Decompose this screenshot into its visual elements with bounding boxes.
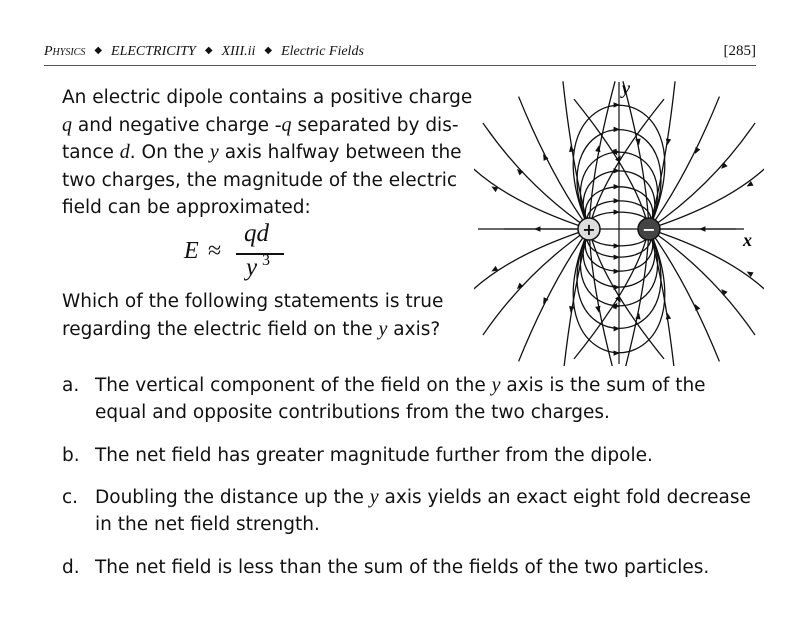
- text-run: axis yields an exact eight fold decrease: [378, 487, 751, 508]
- math-variable: y: [491, 374, 501, 396]
- text-run: The vertical component of the field on the: [95, 375, 492, 396]
- text-run: Which of the following statements is true: [62, 291, 444, 312]
- breadcrumb-subject: Physics: [44, 44, 86, 59]
- text-line: [95, 554, 755, 581]
- page-number: [285]: [723, 43, 756, 59]
- field-line: [649, 154, 764, 229]
- running-header: [44, 40, 756, 62]
- text-run: separated by dis-: [291, 114, 459, 136]
- option-text: [95, 484, 755, 538]
- field-line: [474, 154, 589, 229]
- text-run: Doubling the distance up the: [95, 487, 370, 508]
- problem-intro: [62, 84, 472, 222]
- dipole-field-figure: [474, 74, 764, 366]
- breadcrumb-subtopic: Electric Fields: [281, 44, 364, 59]
- negative-charge-sign: −: [642, 220, 656, 239]
- field-arrow: [491, 187, 498, 193]
- text-run: . On the: [129, 142, 210, 163]
- text-run: axis is the sum of the: [500, 375, 706, 396]
- text-line: [62, 112, 472, 140]
- text-run: The net field has greater magnitude further from the dipole.: [95, 445, 653, 466]
- text-run: equal and opposite contributions from the two charges.: [95, 402, 610, 423]
- equation-exponent: 3: [262, 252, 270, 269]
- field-arrow: [695, 147, 700, 154]
- text-run: axis halfway between the: [218, 142, 462, 163]
- breadcrumb-separator: ◆: [204, 45, 213, 56]
- breadcrumb-separator: ◆: [94, 45, 103, 56]
- equation-numerator: qd: [244, 220, 269, 247]
- equation-lhs: E: [184, 238, 199, 264]
- math-variable: d: [119, 141, 130, 163]
- text-line: [62, 316, 472, 344]
- text-run: two charges, the magnitude of the electric: [62, 169, 458, 191]
- option-text: [95, 372, 755, 426]
- option-letter: a.: [62, 375, 80, 396]
- field-line: [589, 81, 615, 229]
- text-line: [95, 399, 755, 426]
- text-line: [62, 194, 472, 222]
- text-line: [95, 511, 755, 538]
- breadcrumb-topic: ELECTRICITY: [111, 44, 196, 59]
- text-line: [95, 442, 755, 469]
- text-run: regarding the electric field on the: [62, 318, 379, 340]
- field-arrow: [491, 266, 498, 272]
- breadcrumb: [44, 44, 364, 60]
- field-line: [563, 81, 589, 229]
- text-line: [62, 139, 472, 167]
- text-line: [62, 84, 472, 112]
- text-run: axis?: [387, 318, 441, 340]
- math-variable: y: [209, 141, 219, 163]
- option-letter: b.: [62, 445, 80, 466]
- text-line: [95, 484, 755, 511]
- text-line: [62, 167, 472, 195]
- field-arrow: [695, 304, 700, 311]
- field-line: [649, 81, 675, 229]
- equation-denominator: y: [246, 254, 258, 281]
- text-line: [95, 372, 755, 399]
- option-letter: d.: [62, 557, 80, 578]
- text-run: field can be approximated:: [62, 197, 311, 218]
- positive-charge-sign: +: [582, 220, 596, 239]
- equation-relation: ≈: [208, 238, 222, 264]
- field-line: [474, 229, 589, 304]
- option-text: [95, 554, 755, 581]
- text-run: and negative charge: [72, 114, 275, 136]
- x-axis-label: x: [743, 230, 752, 250]
- problem-question: [62, 288, 472, 343]
- field-line: [623, 81, 649, 229]
- y-axis-label: y: [622, 78, 630, 98]
- text-run: The net field is less than the sum of the fields of the two particles.: [95, 557, 710, 578]
- breadcrumb-separator: ◆: [264, 45, 273, 56]
- option-text: [95, 442, 755, 469]
- math-variable: -q: [274, 113, 292, 136]
- text-run: in the net field strength.: [95, 514, 320, 535]
- header-rule: [44, 65, 756, 66]
- negative-charge: [638, 218, 660, 240]
- option-letter: c.: [62, 487, 79, 508]
- breadcrumb-section: XIII.ii: [221, 44, 256, 59]
- dipole-field-diagram: [474, 74, 764, 366]
- math-variable: y: [369, 486, 379, 508]
- text-run: tance: [62, 142, 120, 163]
- fraction-bar: [236, 253, 284, 255]
- positive-charge: [578, 218, 600, 240]
- text-line: [62, 288, 472, 316]
- math-variable: y: [378, 317, 388, 340]
- field-equation: [180, 222, 300, 284]
- text-run: An electric dipole contains a positive charge: [62, 87, 473, 108]
- math-variable: q: [62, 113, 72, 136]
